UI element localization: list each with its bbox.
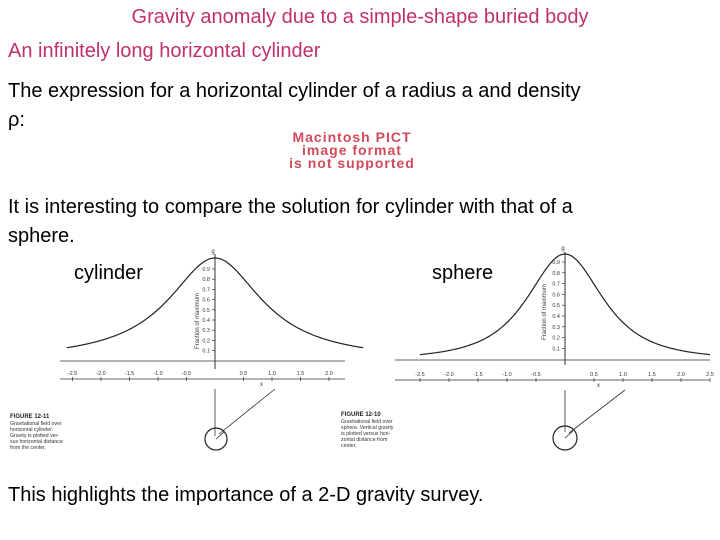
cyl-x-tick-label: -0.5 — [181, 371, 192, 377]
cylinder-caption-line: Gravity is plotted ver- — [10, 433, 60, 439]
sphere-radius-line — [565, 431, 573, 438]
sphere-x-symbol: x — [597, 383, 600, 389]
sphere-y-ticks — [552, 260, 565, 352]
cyl-y-tick-label: 0.6 — [202, 297, 210, 304]
cylinder-y-axis — [211, 249, 215, 369]
cyl-x-tick-label: -1.5 — [124, 371, 135, 377]
sph-y-tick-label: 0.7 — [552, 281, 560, 288]
cylinder-caption-line: horizontal cylinder. — [10, 427, 53, 433]
sph-y-tick-label: 0.1 — [552, 346, 560, 353]
pict-line-3: is not supported — [289, 155, 415, 170]
cylinder-y-symbol: g — [211, 249, 215, 255]
cyl-x-tick-label: -2.5 — [67, 371, 78, 377]
sph-x-tick-label: 2.0 — [677, 372, 685, 378]
cylinder-label: cylinder — [74, 262, 143, 284]
sph-x-tick-label: -1.0 — [502, 372, 512, 378]
cyl-x-tick-label: 1.0 — [268, 371, 276, 377]
sphere-caption-line: is plotted versus hori- — [341, 431, 391, 437]
pict-line-2: image format — [302, 142, 402, 158]
cyl-y-tick-label: 0.8 — [202, 277, 210, 284]
sph-x-tick-label: 2.5 — [706, 372, 714, 378]
sph-x-tick-label: 1.0 — [619, 372, 627, 378]
cylinder-caption-line: Gravitational field over — [10, 421, 62, 427]
sphere-caption-line: zontal distance from — [341, 437, 388, 443]
sph-x-tick-label: -1.5 — [473, 372, 483, 378]
cyl-x-tick-label: 0.5 — [239, 371, 248, 377]
unsupported-image-placeholder — [232, 130, 472, 170]
expression-text-line-2: ρ: — [8, 109, 25, 131]
cylinder-x-symbol: x — [260, 382, 263, 388]
page-title: Gravity anomaly due to a simple-shape buried body — [131, 6, 589, 28]
sphere-axis-label: Fraction of maximum — [542, 283, 548, 340]
cylinder-slant-line — [219, 389, 275, 434]
sphere-caption-title: FIGURE 12-10 — [341, 412, 381, 418]
pict-line-1: Macintosh PICT — [292, 130, 412, 145]
sphere-x-ticks — [415, 372, 714, 382]
sph-x-tick-label: 0.5 — [590, 372, 598, 378]
cylinder-caption-line: from the center. — [10, 445, 47, 451]
sph-y-tick-label: 0.6 — [552, 292, 560, 299]
cylinder-caption-title: FIGURE 12-11 — [10, 414, 50, 420]
sphere-caption-line: Gravitational field over — [341, 419, 393, 425]
subtitle: An infinitely long horizontal cylinder — [8, 40, 321, 62]
cyl-y-tick-label: 0.9 — [202, 267, 210, 273]
conclusion-text: This highlights the importance of a 2-D gravity survey. — [8, 484, 484, 506]
sphere-slant-line — [569, 390, 625, 433]
sph-x-tick-label: -2.0 — [444, 372, 454, 378]
comparison-text-line-1: It is interesting to compare the solution for cylinder with that of a — [8, 196, 573, 218]
sph-y-tick-label: 0.3 — [552, 324, 560, 331]
sphere-label: sphere — [432, 262, 494, 284]
expression-text-line-1: The expression for a horizontal cylinder of a radius a and density — [8, 80, 581, 102]
sph-y-tick-label: 0.9 — [552, 260, 560, 266]
sphere-caption-line: sphere. Vertical gravity — [341, 425, 394, 431]
cylinder-axis-label: Fraction of maximum — [195, 292, 201, 349]
sph-x-tick-label: -0.5 — [531, 372, 541, 378]
cylinder-gravity-figure — [0, 244, 365, 469]
cylinder-caption-line: sus horizontal distance — [10, 439, 63, 445]
cyl-y-tick-label: 0.2 — [202, 338, 210, 345]
sphere-gravity-figure — [335, 240, 720, 470]
sph-y-tick-label: 0.5 — [552, 303, 560, 310]
cyl-y-tick-label: 0.4 — [202, 318, 210, 324]
cyl-x-tick-label: -2.0 — [96, 371, 106, 377]
sph-y-tick-label: 0.4 — [552, 314, 560, 320]
sph-x-tick-label: -2.5 — [415, 372, 425, 378]
cyl-x-tick-label: -1.0 — [153, 371, 163, 377]
cylinder-x-ticks — [68, 371, 333, 381]
comparison-text-line-2: sphere. — [8, 225, 75, 247]
sph-y-tick-label: 0.2 — [552, 335, 560, 342]
cyl-y-tick-label: 0.7 — [202, 287, 210, 294]
sph-x-tick-label: 1.5 — [648, 372, 656, 378]
sphere-caption-line: center. — [341, 443, 357, 449]
cyl-x-tick-label: 2.0 — [325, 371, 333, 377]
cyl-y-tick-label: 0.3 — [202, 328, 210, 335]
sph-y-tick-label: 0.8 — [552, 270, 560, 277]
cyl-y-tick-label: 0.5 — [202, 307, 210, 314]
cylinder-y-ticks — [202, 267, 215, 355]
cyl-y-tick-label: 0.1 — [202, 348, 210, 355]
sphere-y-symbol: g — [561, 246, 565, 252]
cyl-x-tick-label: 1.5 — [296, 371, 305, 377]
